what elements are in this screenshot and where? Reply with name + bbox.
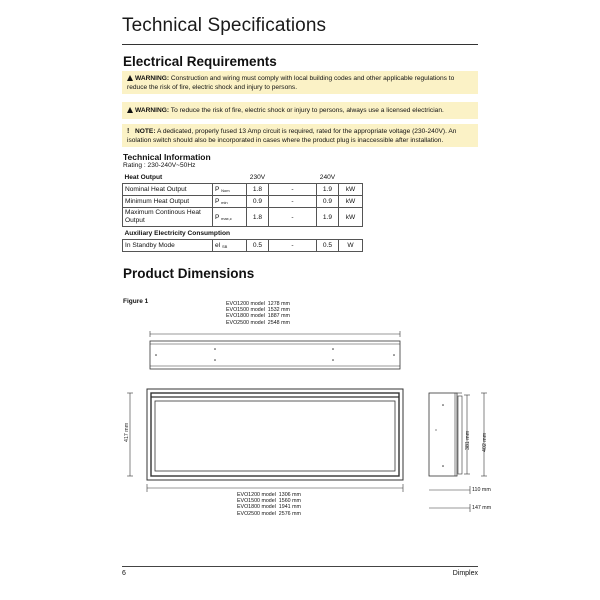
warning-text: To reduce the risk of fire, electric shock or injury to persons, always use a licensed electrician. [170,107,444,114]
model-dimension: EVO1200 model 1278 mm [226,301,290,307]
model-dimension: EVO1500 model 1560 mm [237,498,301,505]
model-dimension: EVO2500 model 2576 mm [237,510,301,517]
model-dimension: EVO1800 model 1887 mm [226,313,290,320]
footer-brand: Dimplex [452,570,478,577]
note-label: NOTE: [135,128,156,135]
col-230v: 230V [249,174,266,181]
model-dimension: EVO2500 model 2548 mm [226,319,290,326]
table-row: In Standby Mode el $_{SB}$ 0.5 - 0.5 W [123,240,363,252]
page-title: Technical Specifications [122,15,327,36]
model-dimension: EVO1500 model 1532 mm [226,307,290,314]
depth-label-2: 147 mm [472,505,492,511]
warning-label: WARNING: [135,75,170,82]
note-icon: ! [127,128,130,135]
col-240v: 240V [319,174,336,181]
table-row: Minimum Heat Output P $_{min}$ 0.9 - 0.9 kW [123,196,363,208]
table-row: Nominal Heat Output P $_{Nom}$ 1.8 - 1.9 kW [123,184,363,196]
table-row: Maximum Continous Heat Output P $_{max,c}$ 1.8 - 1.9 kW [123,208,363,227]
page-number: 6 [122,570,126,577]
aux-label: Auxiliary Electricity Consumption [124,229,231,237]
side-inner-height-label: 381 mm [465,430,471,450]
warning-text: Construction and wiring must comply with local building codes and other applicable regulations to reduce the risk of fire, electric shock and injury to persons. [127,75,455,91]
footer-rule [122,566,478,567]
front-view [147,389,403,480]
rating-text: Rating : 230-240V~50Hz [123,162,196,169]
figure-label: Figure 1 [123,298,149,305]
tech-info-heading: Technical Information [123,152,211,162]
side-outer-height-label: 402 mm [482,432,488,452]
depth-label-1: 110 mm [472,487,491,493]
front-height-label: 417 mm [124,422,130,442]
note-text: A dedicated, properly fused 13 Amp circuit is required, rated for the appropriate voltage (230-240V). An isolation switch should also be incorporated in cases where the product plug is inaccessible after installation. [127,128,457,144]
heat-output-label: Heat Output [124,174,163,181]
dimensions-heading: Product Dimensions [123,266,255,281]
model-dimension: EVO1200 model 1306 mm [237,492,301,498]
top-view [150,341,400,369]
electrical-heading: Electrical Requirements [123,54,277,69]
model-dimension: EVO1800 model 1941 mm [237,504,301,511]
warning-label: WARNING: [135,107,170,114]
glass-panel [155,401,395,471]
